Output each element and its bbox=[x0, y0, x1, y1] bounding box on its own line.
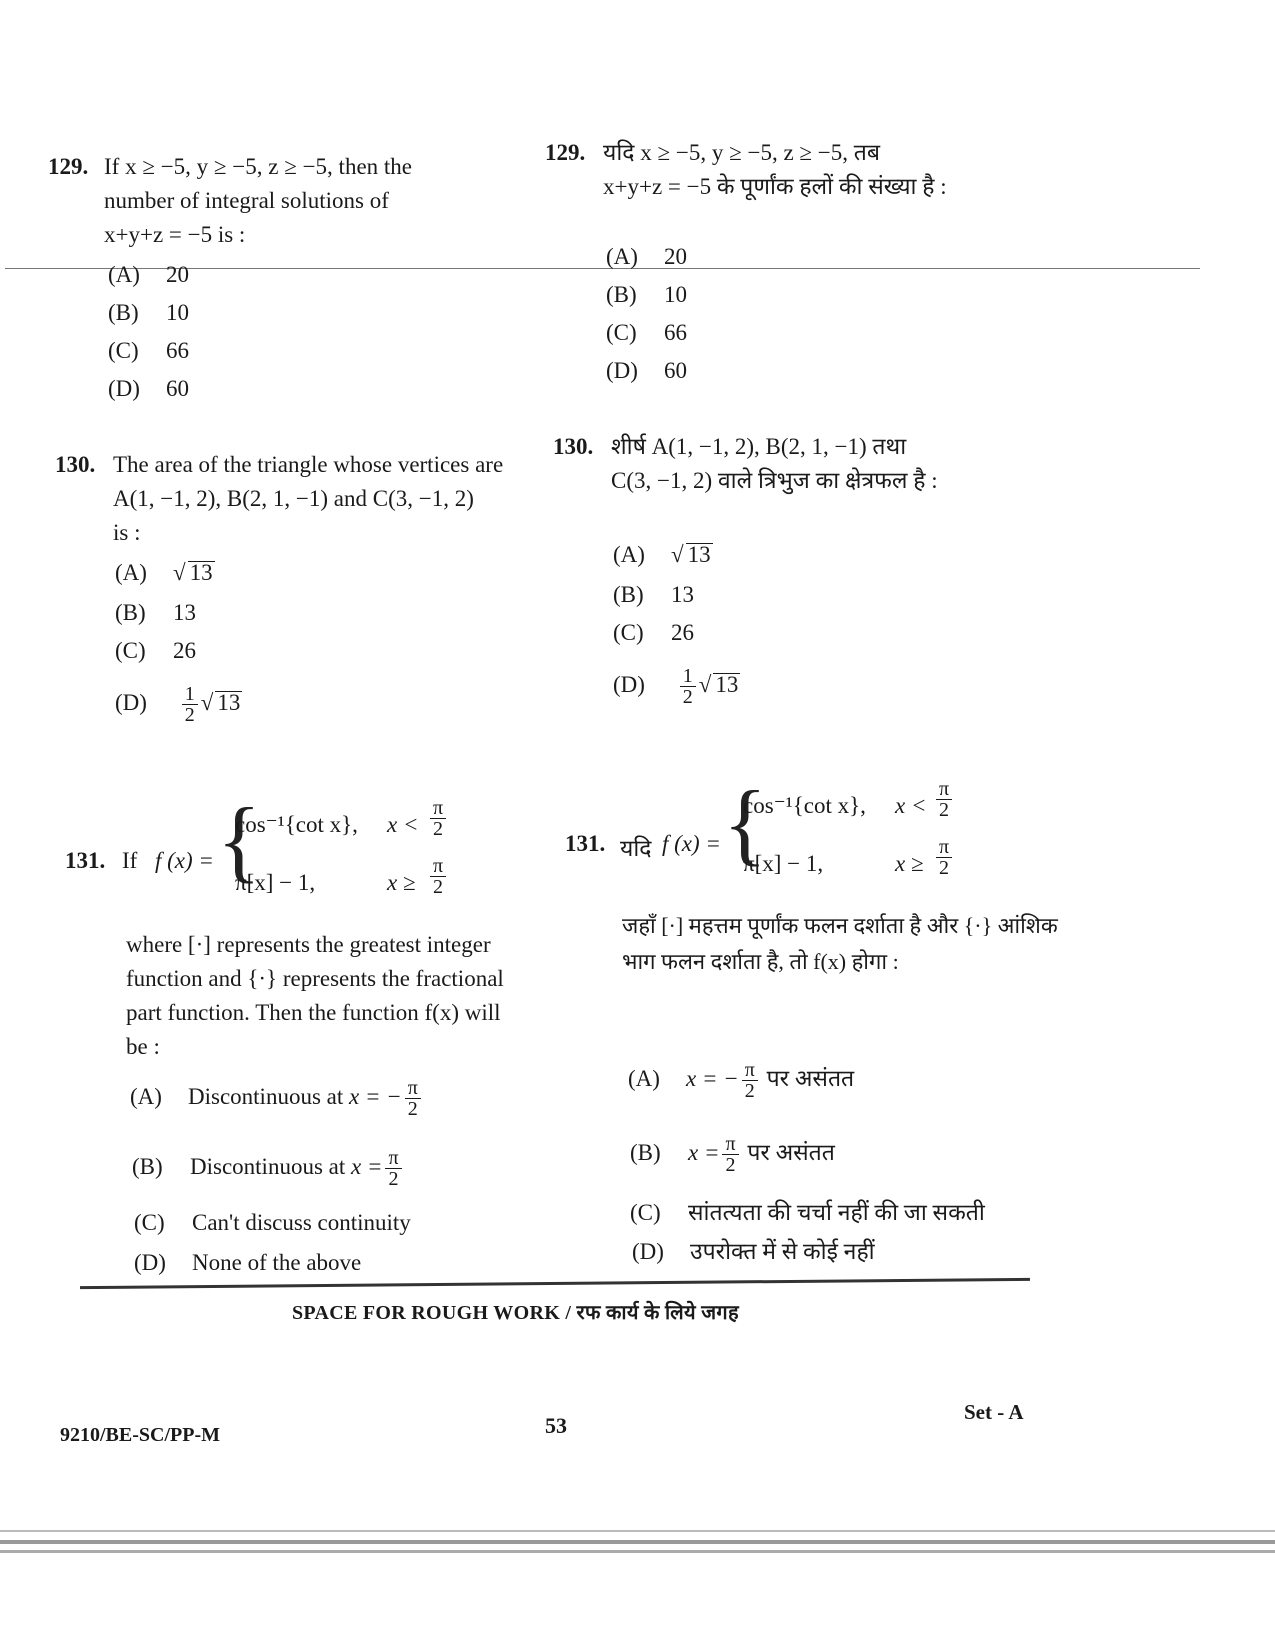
scan-edge bbox=[0, 1530, 1275, 1532]
desc-line: be : bbox=[126, 1034, 160, 1059]
if-label: If bbox=[122, 848, 138, 873]
if-label: यदि bbox=[620, 836, 652, 861]
option-b[interactable]: (B) 10 bbox=[606, 282, 687, 307]
option-b[interactable]: (B) 13 bbox=[115, 600, 196, 625]
fraction: $\frac{\pi}{2}$ bbox=[936, 779, 952, 820]
stem-line: If x ≥ −5, y ≥ −5, z ≥ −5, then the bbox=[104, 154, 413, 179]
stem-line: C(3, −1, 2) वाले त्रिभुज का क्षेत्रफल है : bbox=[611, 468, 938, 493]
case-2: π[x] − 1, bbox=[235, 870, 316, 895]
option-a[interactable]: (A) 20 bbox=[108, 262, 189, 287]
option-c[interactable]: (C) 66 bbox=[606, 320, 687, 345]
question-number: 129. bbox=[48, 154, 89, 179]
stem-line: is : bbox=[113, 520, 141, 545]
option-d[interactable]: (D) $\frac{1}{2}$ √ 13 bbox=[115, 683, 241, 726]
desc-line: where [·] represents the greatest integer bbox=[126, 932, 491, 957]
q131-hi bbox=[565, 772, 1025, 905]
question-number: 129. bbox=[545, 140, 586, 165]
rough-work-label: SPACE FOR ROUGH WORK / रफ कार्य के लिये जगह bbox=[292, 1302, 739, 1324]
option-a[interactable]: (A) 20 bbox=[606, 244, 687, 269]
option-c[interactable]: (C) 26 bbox=[115, 638, 196, 663]
option-b[interactable]: (B) 13 bbox=[613, 582, 694, 607]
condition-1: x < bbox=[895, 793, 927, 818]
fraction: $\frac{1}{2}$ bbox=[680, 666, 696, 707]
option-c[interactable]: (C) 66 bbox=[108, 338, 189, 363]
desc-line: part function. Then the function f(x) will bbox=[126, 1000, 501, 1025]
option-c[interactable]: (C) सांतत्यता की चर्चा नहीं की जा सकती bbox=[630, 1200, 985, 1225]
case-1: cos⁻¹{cot x}, bbox=[743, 793, 866, 818]
option-b[interactable]: (B) x = $\frac{\pi}{2}$ पर असंतत bbox=[630, 1133, 835, 1176]
desc-line: जहाँ [·] महत्तम पूर्णांक फलन दर्शाता है और {·} आंशिक bbox=[622, 913, 1058, 938]
option-d[interactable]: (D) उपरोक्त में से कोई नहीं bbox=[632, 1239, 875, 1264]
stem-line: यदि x ≥ −5, y ≥ −5, z ≥ −5, तब bbox=[603, 140, 880, 165]
stem-line: number of integral solutions of bbox=[104, 188, 389, 213]
question-number: 130. bbox=[55, 452, 96, 477]
option-d[interactable]: (D) $\frac{1}{2}$ √ 13 bbox=[613, 665, 739, 708]
question-number: 131. bbox=[565, 831, 606, 856]
condition-2: x ≥ bbox=[387, 870, 416, 895]
page-number: 53 bbox=[545, 1413, 567, 1438]
desc-line: भाग फलन दर्शाता है, तो f(x) होगा : bbox=[622, 949, 899, 974]
stem-line: शीर्ष A(1, −1, 2), B(2, 1, −1) तथा bbox=[611, 434, 907, 459]
option-a[interactable]: (A) x = − $\frac{\pi}{2}$ पर असंतत bbox=[628, 1059, 855, 1102]
q131-hi-description bbox=[622, 908, 1058, 980]
fraction: $\frac{\pi}{2}$ bbox=[430, 856, 446, 897]
option-d[interactable]: (D) 60 bbox=[108, 376, 189, 401]
question-number: 131. bbox=[65, 848, 106, 873]
option-a[interactable]: (A) Discontinuous at x = − $\frac{\pi}{2}$ bbox=[130, 1078, 424, 1119]
function-label: f (x) = bbox=[155, 848, 214, 873]
scan-edge bbox=[0, 1540, 1275, 1544]
case-2: π[x] − 1, bbox=[743, 851, 824, 876]
rough-work-rule bbox=[80, 1278, 1030, 1289]
option-c[interactable]: (C) Can't discuss continuity bbox=[134, 1210, 411, 1235]
option-a[interactable]: (A) √ 13 bbox=[115, 560, 213, 585]
scan-edge bbox=[0, 1550, 1275, 1553]
option-a[interactable]: (A) √ 13 bbox=[613, 542, 711, 567]
brace: { bbox=[217, 789, 262, 891]
fraction: $\frac{1}{2}$ bbox=[182, 684, 198, 725]
brace: { bbox=[723, 772, 768, 874]
stem-line: A(1, −1, 2), B(2, 1, −1) and C(3, −1, 2) bbox=[113, 486, 474, 511]
option-b[interactable]: (B) 10 bbox=[108, 300, 189, 325]
q131-en bbox=[65, 790, 535, 920]
stem-line: x+y+z = −5 के पूर्णांक हलों की संख्या है : bbox=[603, 174, 947, 199]
option-d[interactable]: (D) 60 bbox=[606, 358, 687, 383]
function-label: f (x) = bbox=[662, 831, 721, 856]
condition-2: x ≥ bbox=[895, 851, 924, 876]
desc-line: function and {·} represents the fractional bbox=[126, 966, 504, 991]
question-number: 130. bbox=[553, 434, 594, 459]
case-1: cos⁻¹{cot x}, bbox=[235, 812, 358, 837]
fraction: $\frac{\pi}{2}$ bbox=[430, 798, 446, 839]
set-label: Set - A bbox=[964, 1400, 1024, 1424]
stem-line: The area of the triangle whose vertices are bbox=[113, 452, 504, 477]
paper-code: 9210/BE-SC/PP-M bbox=[60, 1424, 220, 1446]
fraction: $\frac{\pi}{2}$ bbox=[936, 837, 952, 878]
option-d[interactable]: (D) None of the above bbox=[134, 1250, 362, 1275]
condition-1: x < bbox=[387, 812, 419, 837]
q131-en-description bbox=[126, 928, 504, 1064]
option-c[interactable]: (C) 26 bbox=[613, 620, 694, 645]
option-b[interactable]: (B) Discontinuous at x = $\frac{\pi}{2}$ bbox=[132, 1148, 405, 1189]
stem-line: x+y+z = −5 is : bbox=[104, 222, 246, 247]
